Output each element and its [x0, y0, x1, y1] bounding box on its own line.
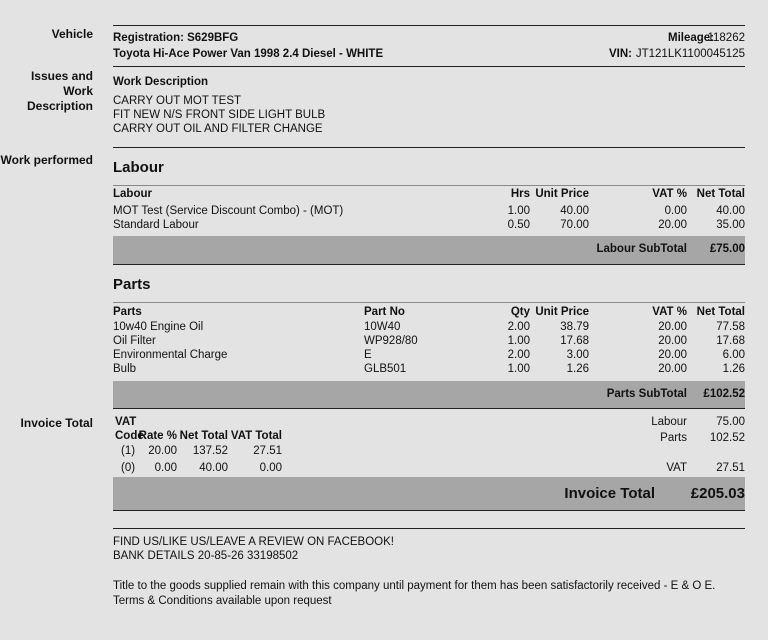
- totals-labour-label: Labour: [651, 416, 687, 428]
- vat-row-rate: 20.00: [148, 445, 177, 457]
- totals-vat-value: 27.51: [716, 462, 745, 474]
- divider: [113, 25, 745, 26]
- parts-row-qty: 1.00: [507, 335, 530, 347]
- vehicle-description: Toyota Hi-Ace Power Van 1998 2.4 Diesel - WHITE: [113, 48, 384, 60]
- terms-text: Title to the goods supplied remain with this company until payment for them has been satisfactorily received - E & O E. Terms & Conditions available upon request: [113, 580, 716, 607]
- parts-header-part-no: Part No: [364, 306, 405, 318]
- labour-header-net: Net Total: [696, 188, 745, 200]
- labour-row-item: MOT Test (Service Discount Combo) - (MOT): [113, 205, 344, 217]
- divider: [113, 147, 745, 148]
- parts-row-net: 17.68: [716, 335, 745, 347]
- parts-row-part-no: WP928/80: [364, 335, 418, 347]
- mileage-label: Mileage:: [668, 32, 715, 44]
- labour-subtotal-value: £75.00: [709, 243, 745, 255]
- totals-parts-value: 102.52: [709, 432, 745, 444]
- parts-header-vat: VAT %: [652, 306, 687, 318]
- totals-vat-label: VAT: [666, 462, 687, 474]
- facebook-note: FIND US/LIKE US/LEAVE A REVIEW ON FACEBOOK!: [113, 536, 394, 548]
- vat-header-vat: VAT Total: [230, 430, 282, 442]
- labour-row-item: Standard Labour: [113, 219, 199, 231]
- parts-row-qty: 1.00: [507, 363, 530, 375]
- mileage-value: 118262: [707, 32, 745, 44]
- invoice-total-section-label: Invoice Total: [20, 416, 93, 430]
- divider: [113, 528, 745, 529]
- parts-row-qty: 2.00: [507, 349, 530, 361]
- parts-header-item: Parts: [113, 306, 142, 318]
- divider: [113, 302, 745, 303]
- parts-row-unit-price: 1.26: [566, 363, 589, 375]
- labour-row-vat: 20.00: [658, 219, 687, 231]
- bank-details: BANK DETAILS 20-85-26 33198502: [113, 550, 299, 562]
- parts-row-qty: 2.00: [507, 321, 530, 333]
- labour-row-hrs: 1.00: [507, 205, 530, 217]
- vat-row-net: 40.00: [199, 462, 228, 474]
- parts-header-unit-price: Unit Price: [535, 306, 589, 318]
- work-performed-label: Work performed: [0, 153, 93, 167]
- work-description-heading: Work Description: [113, 76, 208, 88]
- vat-row-vat: 0.00: [259, 462, 282, 474]
- issues-section-label: Issues and Work Description: [26, 69, 93, 113]
- parts-row-net: 6.00: [722, 349, 745, 361]
- labour-header-vat: VAT %: [652, 188, 687, 200]
- vin-label: VIN:: [609, 48, 632, 60]
- vat-row-rate: 0.00: [154, 462, 177, 474]
- parts-title: Parts: [113, 276, 151, 293]
- invoice-total-label: Invoice Total: [564, 485, 655, 502]
- parts-row-net: 1.26: [722, 363, 745, 375]
- parts-header-qty: Qty: [510, 306, 530, 318]
- labour-row-net: 35.00: [716, 219, 745, 231]
- parts-row-unit-price: 17.68: [560, 335, 589, 347]
- parts-row-part-no: GLB501: [364, 363, 407, 375]
- labour-row-unit-price: 70.00: [560, 219, 589, 231]
- parts-row-item: Bulb: [113, 363, 137, 375]
- labour-row-hrs: 0.50: [507, 219, 530, 231]
- vat-header-rate: Rate %: [138, 430, 177, 442]
- work-line: CARRY OUT OIL AND FILTER CHANGE: [113, 123, 323, 135]
- work-line: CARRY OUT MOT TEST: [113, 95, 242, 107]
- parts-row-item: Environmental Charge: [113, 349, 228, 361]
- labour-row-unit-price: 40.00: [560, 205, 589, 217]
- divider: [113, 185, 745, 186]
- divider: [113, 66, 745, 67]
- vat-header-code: Code: [115, 430, 144, 442]
- parts-row-part-no: 10W40: [364, 321, 401, 333]
- work-line: FIT NEW N/S FRONT SIDE LIGHT BULB: [113, 109, 326, 121]
- labour-title: Labour: [113, 159, 164, 176]
- parts-header-net: Net Total: [696, 306, 745, 318]
- parts-row-unit-price: 38.79: [560, 321, 589, 333]
- parts-row-vat: 20.00: [658, 349, 687, 361]
- registration: Registration: S629BFG: [113, 32, 239, 44]
- vehicle-section-label: Vehicle: [51, 27, 93, 41]
- vat-row-vat: 27.51: [253, 445, 282, 457]
- labour-subtotal-label: Labour SubTotal: [596, 243, 687, 255]
- labour-header-item: Labour: [113, 188, 152, 200]
- parts-subtotal-value: £102.52: [703, 388, 745, 400]
- parts-row-item: 10w40 Engine Oil: [113, 321, 204, 333]
- parts-row-vat: 20.00: [658, 363, 687, 375]
- invoice-total-value: £205.03: [690, 485, 745, 502]
- vat-header-code-top: VAT: [115, 416, 137, 428]
- totals-labour-value: 75.00: [716, 416, 745, 428]
- vin-value: JT121LK1100045125: [635, 48, 745, 60]
- vat-row-code: (0): [121, 462, 136, 474]
- parts-row-item: Oil Filter: [113, 335, 156, 347]
- vat-header-net: Net Total: [179, 430, 228, 442]
- parts-row-part-no: E: [364, 349, 372, 361]
- parts-row-vat: 20.00: [658, 335, 687, 347]
- labour-header-hrs: Hrs: [510, 188, 530, 200]
- parts-subtotal-label: Parts SubTotal: [606, 388, 687, 400]
- parts-row-unit-price: 3.00: [566, 349, 589, 361]
- labour-header-unit-price: Unit Price: [535, 188, 589, 200]
- labour-row-vat: 0.00: [664, 205, 687, 217]
- parts-row-net: 77.58: [716, 321, 745, 333]
- vat-row-net: 137.52: [192, 445, 228, 457]
- parts-row-vat: 20.00: [658, 321, 687, 333]
- labour-row-net: 40.00: [716, 205, 745, 217]
- vat-row-code: (1): [121, 445, 136, 457]
- totals-parts-label: Parts: [660, 432, 687, 444]
